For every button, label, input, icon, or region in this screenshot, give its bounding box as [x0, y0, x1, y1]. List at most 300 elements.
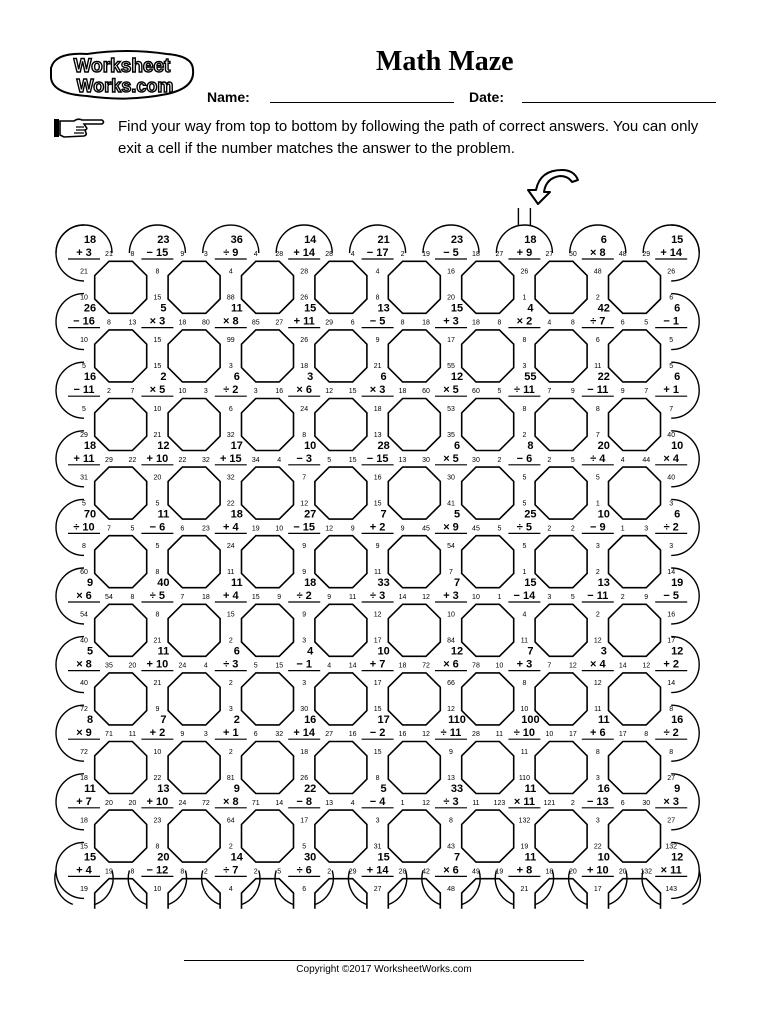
problem-top-number: 11 [597, 714, 610, 727]
problem-operation: × 4 [589, 658, 606, 671]
maze-wall-block [462, 742, 514, 794]
answer-right: 14 [618, 662, 627, 670]
answer-right: 85 [251, 319, 260, 327]
answer-down: 3 [375, 817, 380, 825]
answer-down: 9 [375, 542, 380, 550]
problem-top-number: 6 [453, 439, 461, 452]
answer-left: 5 [277, 868, 282, 876]
maze-wall-block [609, 742, 661, 794]
problem-operation: ÷ 4 [590, 452, 606, 465]
answer-down: 17 [593, 885, 602, 893]
answer-left: 15 [348, 388, 357, 396]
answer-down: 16 [447, 268, 455, 276]
maze-wall-block [315, 604, 367, 656]
problem-top-number: 12 [671, 851, 684, 864]
problem-top-number: 13 [157, 782, 170, 795]
answer-down: 2 [228, 748, 233, 756]
maze-wall-block [535, 399, 587, 451]
problem-top-number: 18 [524, 234, 537, 246]
logo-text-line1: Worksheet [73, 56, 171, 77]
maze-wall-block [609, 399, 661, 451]
answer-down: 24 [226, 542, 235, 550]
answer-down: 30 [447, 474, 455, 482]
maze-wall-block [168, 810, 220, 862]
answer-down: 12 [593, 680, 602, 688]
problem-operation: + 6 [589, 727, 606, 740]
answer-down: 24 [300, 405, 309, 413]
problem-operation: + 14 [660, 247, 683, 259]
logo-text-line2: Works.com [76, 76, 174, 96]
answer-up: 1 [595, 500, 600, 508]
answer-down: 66 [447, 680, 455, 688]
answer-up: 21 [153, 637, 162, 645]
answer-up: 8 [302, 431, 307, 439]
answer-left: 72 [201, 799, 210, 807]
answer-down: 8 [449, 817, 453, 825]
maze-wall-block [95, 742, 147, 794]
answer-left: 9 [644, 594, 649, 601]
answer-down: 28 [300, 268, 309, 276]
answer-down: 20 [153, 474, 162, 482]
problem-top-number: 11 [157, 508, 170, 521]
problem-top-number: 7 [453, 577, 461, 589]
answer-up: 40 [667, 431, 676, 439]
maze-wall-block [609, 810, 661, 862]
problem-top-number: 21 [377, 234, 390, 246]
maze-wall-block [242, 536, 294, 588]
answer-left: 13 [128, 319, 137, 327]
answer-left: 8 [130, 868, 135, 876]
problem-top-number: 6 [233, 645, 240, 658]
problem-top-number: 36 [230, 234, 243, 246]
answer-down: 8 [155, 268, 160, 276]
problem-operation: × 8 [76, 658, 92, 671]
answer-down: 6 [228, 405, 233, 413]
answer-right: 60 [472, 388, 480, 396]
problem-top-number: 15 [524, 577, 537, 589]
problem-top-number: 16 [83, 371, 97, 384]
answer-left: 2 [570, 799, 575, 807]
answer-right: 2 [547, 525, 552, 533]
answer-down: 15 [226, 611, 235, 619]
answer-up: 8 [375, 294, 380, 302]
answer-up: 3 [595, 774, 600, 782]
answer-right: 13 [325, 799, 334, 807]
problem-top-number: 9 [233, 782, 240, 795]
problem-top-number: 13 [377, 302, 390, 315]
problem-operation: ÷ 11 [514, 384, 535, 397]
answer-down: 132 [518, 817, 531, 825]
problem-top-number: 18 [83, 439, 97, 452]
answer-left: 30 [422, 456, 430, 464]
maze-wall-block [388, 879, 440, 909]
problem-top-number: 15 [377, 851, 390, 864]
problem-top-number: 42 [597, 302, 610, 315]
answer-right: 18 [398, 662, 407, 670]
problem-operation: + 10 [586, 864, 609, 877]
answer-down: 19 [80, 885, 88, 893]
answer-right: 8 [400, 319, 405, 327]
problem-operation: − 5 [443, 247, 459, 259]
problem-top-number: 18 [304, 577, 317, 589]
answer-up: 26 [300, 774, 309, 782]
problem-top-number: 11 [157, 645, 170, 658]
answer-down: 10 [153, 748, 162, 756]
answer-right: 8 [107, 319, 111, 327]
problem-top-number: 55 [524, 371, 537, 384]
answer-left: 12 [642, 662, 651, 670]
answer-right: 2 [400, 251, 405, 258]
problem-top-number: 18 [230, 508, 243, 521]
answer-right: 45 [472, 525, 480, 533]
answer-right: 7 [180, 594, 185, 601]
answer-left: 17 [568, 731, 577, 739]
answer-right: 2 [107, 388, 111, 396]
answer-left: 28 [275, 251, 284, 258]
problem-operation: − 5 [369, 315, 386, 328]
problem-top-number: 110 [448, 714, 466, 727]
answer-up: 15 [80, 843, 88, 851]
answer-down: 9 [449, 748, 453, 756]
problem-top-number: 22 [304, 782, 317, 795]
answer-down: 8 [522, 680, 527, 688]
problem-operation: + 7 [76, 795, 92, 808]
answer-down: 5 [595, 474, 600, 482]
answer-left: 9 [350, 525, 355, 533]
problem-operation: − 6 [149, 521, 166, 534]
answer-up: 132 [665, 843, 678, 851]
problem-operation: × 6 [296, 384, 313, 397]
answer-right: 18 [472, 319, 480, 327]
answer-up: 3 [522, 363, 527, 371]
answer-up: 5 [302, 843, 307, 851]
maze-wall-block [388, 742, 440, 794]
problem-operation: − 5 [663, 590, 680, 602]
problem-top-number: 16 [304, 714, 317, 727]
problem-top-number: 10 [377, 645, 390, 658]
problem-operation: × 9 [76, 727, 92, 740]
problem-top-number: 14 [304, 234, 317, 246]
problem-operation: × 11 [660, 864, 682, 877]
answer-down: 3 [595, 817, 600, 825]
answer-down: 18 [300, 748, 309, 756]
answer-up: 55 [447, 363, 455, 371]
answer-down: 5 [82, 405, 86, 413]
answer-left: 44 [642, 456, 651, 464]
maze-wall-block [315, 536, 367, 588]
answer-up: 5 [522, 500, 527, 508]
answer-right: 18 [398, 388, 407, 396]
answer-left: 23 [201, 525, 210, 533]
answer-right: 7 [107, 525, 111, 533]
answer-up: 12 [593, 637, 602, 645]
maze-wall-block [168, 467, 220, 519]
answer-down: 5 [155, 542, 160, 550]
problem-top-number: 10 [671, 439, 684, 452]
answer-right: 28 [398, 868, 407, 876]
answer-up: 22 [593, 843, 602, 851]
problem-operation: + 8 [516, 864, 533, 877]
answer-right: 49 [472, 868, 480, 876]
answer-left: 29 [348, 868, 357, 876]
answer-right: 54 [105, 594, 113, 601]
answer-left: 8 [130, 594, 135, 601]
maze-wall-block [242, 261, 294, 313]
answer-down: 4 [228, 885, 233, 893]
problem-top-number: 12 [450, 371, 464, 384]
problem-operation: + 14 [293, 727, 316, 740]
answer-right: 71 [105, 731, 113, 739]
problem-top-number: 30 [304, 851, 317, 864]
answer-down: 6 [595, 337, 600, 345]
answer-down: 7 [669, 405, 674, 413]
answer-down: 18 [373, 405, 382, 413]
maze-wall-block [168, 536, 220, 588]
answer-left: 2 [497, 456, 502, 464]
problem-top-number: 10 [597, 851, 610, 864]
problem-operation: × 8 [589, 247, 606, 259]
answer-right: 24 [178, 799, 187, 807]
answer-down: 48 [593, 268, 602, 276]
answer-down: 54 [447, 542, 455, 550]
maze-wall-block [315, 879, 367, 909]
answer-down: 99 [226, 337, 235, 345]
answer-left: 2 [570, 525, 575, 533]
problem-operation: × 5 [443, 384, 459, 397]
answer-up: 22 [153, 774, 162, 782]
maze-wall-block [535, 467, 587, 519]
maze-wall-block [95, 879, 147, 909]
answer-right: 6 [180, 525, 185, 533]
answer-right: 4 [547, 319, 552, 327]
problem-top-number: 16 [671, 714, 684, 727]
answer-up: 7 [595, 431, 600, 439]
answer-left: 8 [497, 319, 502, 327]
answer-up: 29 [80, 431, 88, 439]
answer-up: 3 [669, 500, 674, 508]
problem-operation: × 8 [222, 795, 239, 808]
answer-left: 10 [275, 525, 284, 533]
problem-operation: ÷ 5 [149, 590, 166, 602]
problem-operation: − 1 [663, 315, 680, 328]
problem-top-number: 33 [377, 577, 390, 589]
problem-operation: × 3 [369, 384, 386, 397]
problem-operation: ÷ 3 [369, 590, 386, 602]
answer-left: 27 [495, 251, 504, 258]
maze-wall-block [388, 261, 440, 313]
answer-up: 8 [669, 706, 674, 714]
answer-down: 9 [375, 337, 380, 345]
answer-left: 19 [495, 868, 504, 876]
answer-left: 6 [350, 319, 355, 327]
answer-down: 8 [595, 748, 600, 756]
problem-top-number: 13 [597, 577, 610, 589]
problem-top-number: 40 [157, 577, 170, 589]
problem-top-number: 4 [527, 302, 534, 315]
answer-down: 4 [228, 268, 233, 276]
answer-down: 64 [226, 817, 235, 825]
maze-wall-block [168, 604, 220, 656]
answer-up: 17 [667, 637, 676, 645]
maze-wall-block [242, 742, 294, 794]
answer-up: 11 [520, 637, 529, 645]
answer-down: 143 [665, 885, 678, 893]
maze-wall-block [609, 261, 661, 313]
maze-wall-block [95, 261, 147, 313]
answer-left: 5 [570, 594, 575, 601]
answer-right: 12 [325, 525, 334, 533]
answer-down: 9 [302, 611, 307, 619]
answer-down: 40 [80, 680, 88, 688]
answer-left: 11 [128, 731, 137, 739]
answer-left: 2 [203, 868, 208, 876]
problem-operation: + 9 [516, 247, 533, 259]
answer-right: 27 [325, 731, 334, 739]
answer-right: 24 [178, 662, 187, 670]
answer-right: 6 [253, 731, 258, 739]
problem-top-number: 20 [597, 439, 610, 452]
answer-left: 22 [128, 456, 137, 464]
problem-operation: ÷ 10 [513, 727, 536, 740]
maze-wall-block [315, 261, 367, 313]
answer-left: 72 [422, 662, 430, 670]
maze-wall-block [462, 810, 514, 862]
answer-up: 27 [667, 774, 676, 782]
answer-right: 10 [545, 731, 554, 739]
answer-right: 20 [618, 868, 627, 876]
problem-operation: + 15 [219, 452, 242, 465]
answer-right: 2 [547, 456, 552, 464]
answer-right: 21 [105, 251, 113, 258]
maze-wall-block [242, 399, 294, 451]
maze-wall-block [462, 467, 514, 519]
answer-left: 4 [277, 456, 282, 464]
answer-right: 14 [398, 594, 407, 601]
answer-up: 40 [80, 637, 88, 645]
answer-right: 6 [620, 319, 625, 327]
maze-wall-block [609, 673, 661, 725]
answer-down: 5 [522, 474, 527, 482]
answer-left: 7 [130, 388, 135, 396]
answer-down: 23 [153, 817, 162, 825]
answer-left: 4 [203, 662, 208, 670]
problem-operation: + 10 [146, 795, 169, 808]
answer-right: 8 [180, 868, 185, 876]
answer-left: 16 [275, 388, 284, 396]
maze-wall-block [95, 330, 147, 382]
answer-down: 17 [373, 680, 382, 688]
problem-operation: − 6 [516, 452, 533, 465]
maze-wall-block [168, 879, 220, 909]
maze-wall-block [535, 810, 587, 862]
answer-right: 71 [251, 799, 260, 807]
problem-operation: + 3 [443, 315, 459, 328]
maze-wall-block [609, 467, 661, 519]
problem-top-number: 33 [450, 782, 464, 795]
problem-operation: ÷ 5 [516, 521, 533, 534]
answer-right: 78 [472, 662, 480, 670]
answer-left: 132 [640, 868, 653, 876]
answer-right: 35 [105, 662, 113, 670]
answer-right: 6 [620, 799, 625, 807]
answer-up: 2 [595, 294, 600, 302]
problem-operation: + 2 [369, 521, 386, 534]
problem-operation: × 6 [443, 658, 459, 671]
maze-wall-block [609, 536, 661, 588]
problem-operation: − 17 [366, 247, 389, 259]
problem-operation: ÷ 10 [73, 521, 95, 534]
problem-operation: × 2 [516, 315, 533, 328]
problem-operation: × 9 [443, 521, 459, 534]
answer-down: 40 [667, 474, 676, 482]
answer-down: 31 [80, 474, 88, 482]
answer-up: 2 [595, 569, 600, 577]
problem-operation: − 14 [513, 590, 536, 602]
problem-top-number: 25 [524, 508, 537, 521]
answer-right: 12 [325, 388, 334, 396]
answer-down: 17 [447, 337, 455, 345]
maze-wall-block [388, 399, 440, 451]
answer-down: 18 [80, 817, 88, 825]
answer-left: 11 [349, 594, 357, 601]
answer-down: 3 [669, 542, 674, 550]
answer-left: 7 [644, 388, 649, 396]
answer-right: 28 [325, 251, 334, 258]
date-label: Date: [469, 89, 505, 105]
answer-up: 21 [373, 363, 382, 371]
answer-left: 5 [497, 388, 502, 396]
answer-right: 9 [180, 731, 185, 739]
answer-up: 11 [594, 363, 602, 371]
problem-top-number: 2 [160, 371, 167, 384]
answer-left: 60 [422, 388, 430, 396]
problem-operation: ÷ 7 [223, 864, 239, 877]
answer-up: 3 [228, 363, 233, 371]
maze-wall-block [168, 742, 220, 794]
problem-operation: ÷ 2 [663, 727, 679, 740]
answer-right: 28 [472, 731, 480, 739]
answer-left: 32 [201, 456, 210, 464]
problem-operation: ÷ 3 [443, 795, 459, 808]
answer-up: 15 [373, 706, 382, 714]
answer-up: 20 [447, 294, 455, 302]
maze-wall-block [388, 810, 440, 862]
maze-wall-block [609, 330, 661, 382]
problem-operation: − 9 [589, 521, 606, 534]
answer-right: 4 [620, 456, 625, 464]
answer-up: 7 [449, 569, 453, 577]
problem-operation: − 15 [293, 521, 316, 534]
answer-down: 15 [373, 748, 382, 756]
maze-wall-block [95, 604, 147, 656]
problem-operation: − 1 [296, 658, 313, 671]
answer-down: 2 [595, 611, 600, 619]
problem-operation: ÷ 6 [296, 864, 312, 877]
problem-operation: × 3 [663, 795, 680, 808]
problem-operation: + 7 [369, 658, 386, 671]
maze-wall-block [462, 399, 514, 451]
answer-right: 19 [105, 868, 113, 876]
problem-operation: − 8 [296, 795, 313, 808]
answer-down: 10 [153, 405, 162, 413]
answer-left: 5 [497, 525, 502, 533]
answer-right: 3 [253, 388, 258, 396]
problem-top-number: 15 [671, 234, 684, 246]
answer-up: 11 [227, 569, 235, 577]
answer-right: 7 [547, 388, 552, 396]
maze-wall-block [462, 879, 514, 909]
answer-up: 13 [373, 431, 382, 439]
